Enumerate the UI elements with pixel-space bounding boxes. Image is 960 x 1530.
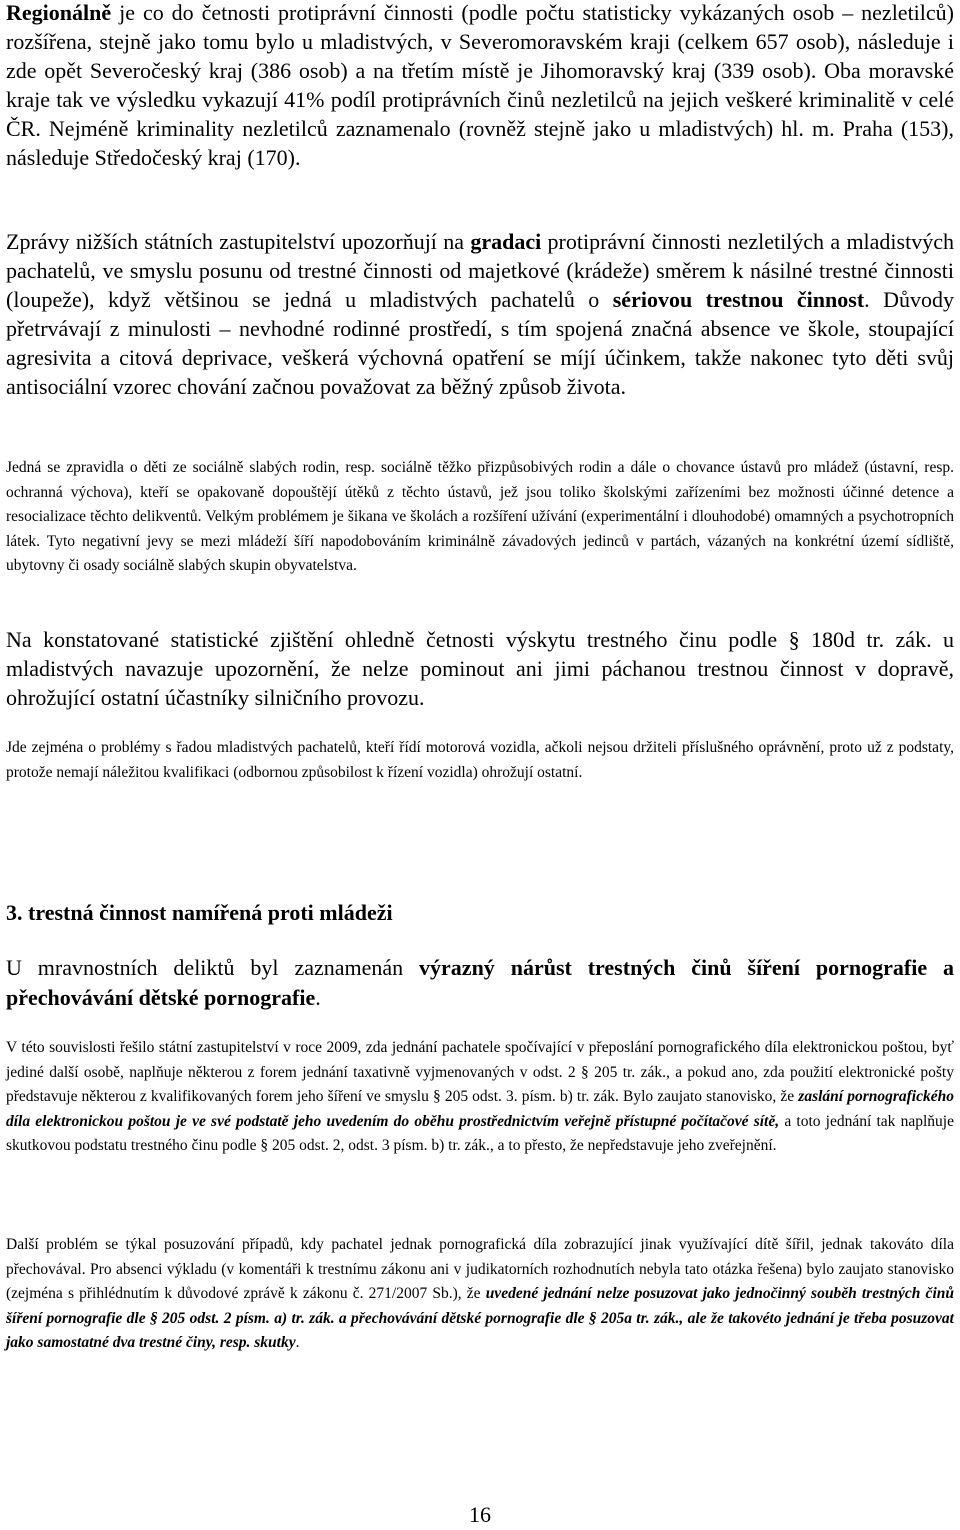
page-number: 16: [469, 1502, 491, 1527]
paragraph-text: je co do četnosti protiprávní činnosti (podle počtu statisticky vykázaných osob – nezletilců) rozšířena, stejně jako tomu bylo u mladistvých, v Severomoravském kraji (celkem 657 osob), následuje i zde opět Severočeský kraj (386 osob) a na třetím místě je Jihomoravský kraj (339 osob). Oba moravské kraje tak ve výsledku vykazují 41% podíl protiprávních činů nezletilců na jejich veškeré kriminalitě v celé ČR. Nejméně kriminality nezletilců zaznamenalo (rovněž stejně jako u mladistvých) hl. m. Praha (153), následuje Středočeský kraj (170).: [6, 0, 954, 170]
paragraph-traffic-offences: Na konstatované statistické zjištění ohledně četnosti výskytu trestného činu podle § 180d tr. zák. u mladistvých navazuje upozornění, že nelze pominout ani jimi páchanou trestnou činnost v dopravě, ohrožující ostatní účastníky silničního provozu.: [6, 627, 954, 710]
paragraph-text: .: [295, 1334, 300, 1351]
bold-phrase-increase: výrazný nárůst trestných činů šíření pornografie a přechovávání dětské pornografie: [6, 955, 954, 1010]
paragraph-text: .: [315, 985, 321, 1010]
paragraph-text: Zprávy nižších státních zastupitelství upozorňují na: [6, 229, 471, 254]
paragraph-concurrence-issue: [6, 1233, 954, 1356]
bold-italic-opinion: uvedené jednání nelze posuzovat jako jednočinný souběh trestných činů šíření pornografie dle § 205 odst. 2 písm. a) tr. zák. a přechovávání dětské pornografie dle § 205a tr. zák., ale že takovéto jednání je třeba posuzovat jako samostatné dva trestné činy, resp. skutky: [6, 1285, 954, 1351]
bold-term-serial-crime: sériovou trestnou činnost: [612, 287, 865, 312]
paragraph-text: U mravnostních deliktů byl zaznamenán: [6, 955, 420, 980]
paragraph-text: a toto jednání tak naplňuje skutkovou podstatu trestného činu podle § 205 odst. 2, odst. 3 písm. b) tr. zák., a to přesto, že nepředstavuje jeho zveřejnění.: [6, 1112, 954, 1154]
paragraph-social-background: Jedná se zpravidla o děti ze sociálně slabých rodin, resp. sociálně těžko přizpůsobivých rodin a dále o chovance ústavů pro mládež (ústavní, resp. ochranná výchova), kteří se opakovaně dopouštějí útěků z těchto ústavů, jež jsou toliko školskými zařízeními bez možnosti účinné detence a resocializace těchto delikventů. Velkým problémem je šikana ve školách a rozšíření užívání (experimentální i dlouhodobé) omamných a psychotropních látek. Tyto negativní jevy se mezi mládeží šíří napodobováním kriminálně závadových jedinců v partách, vázaných na konkrétní území sídliště, ubytovny či osady sociálně slabých skupin obyvatelstva.: [6, 459, 954, 574]
paragraph-pornography-increase: [6, 953, 954, 1013]
paragraph-gradation-reports: [6, 227, 954, 401]
paragraph-email-distribution: [6, 1036, 954, 1159]
bold-term-gradaci: gradaci: [470, 229, 542, 254]
paragraph-text: Další problém se týkal posuzování případů, kdy pachatel jednak pornografická díla zobrazující jinak využívající dítě šířil, jednak takováto díla přechovával. Pro absenci výkladu (v komentáři k trestnímu zákonu ani v judikatorních rozhodnutích nebyla tato otázka řešena) bylo zaujato stanovisko (zejména s přihlédnutím k důvodové zprávě k zákonu č. 271/2007 Sb.), že: [6, 1236, 954, 1302]
bold-term-regionalne: Regionálně: [6, 0, 112, 25]
paragraph-text: . Důvody přetrvávají z minulosti – nevhodné rodinné prostředí, s tím spojená značná absence ve škole, stoupající agresivita a citová deprivace, veškerá výchovná opatření se míjí účinkem, takže nakonec tyto děti svůj antisociální vzorec chování začnou považovat za běžný způsob života.: [6, 287, 954, 399]
paragraph-text: V této souvislosti řešilo státní zastupitelství v roce 2009, zda jednání pachatele spočívající v přeposlání pornografického díla elektronickou poštou, byť jediné další osobě, naplňuje některou z forem jednání taxativně vyjmenovaných v odst. 2 § 205 tr. zák., a pokud ano, zda použití elektronické pošty představuje některou z kvalifikovaných forem jeho šíření ve smyslu § 205 odst. 3. písm. b) tr. zák. Bylo zaujato stanovisko, že: [6, 1039, 954, 1105]
section-heading: 3. trestná činnost namířená proti mládeži: [6, 900, 393, 925]
paragraph-unlicensed-drivers: Jde zejména o problémy s řadou mladistvých pachatelů, kteří řídí motorová vozidla, ačkoli nejsou držiteli příslušného oprávnění, proto už z podstaty, protože nemají náležitou kvalifikaci (odbornou způsobilost k řízení vozidla) ohrožují ostatní.: [6, 739, 954, 781]
paragraph-regional-statistics: [6, 0, 954, 172]
paragraph-text: protiprávní činnosti nezletilých a mladistvých pachatelů, ve smyslu posunu od trestné činnosti od majetkové (krádeže) směrem k násilné trestné činnosti (loupeže), když většinou se jedná u mladistvých pachatelů o: [6, 229, 954, 312]
bold-italic-opinion: zaslání pornografického díla elektronickou poštou je ve své podstatě jeho uvedením do oběhu prostřednictvím veřejně přístupné počítačové sítě,: [6, 1088, 954, 1130]
